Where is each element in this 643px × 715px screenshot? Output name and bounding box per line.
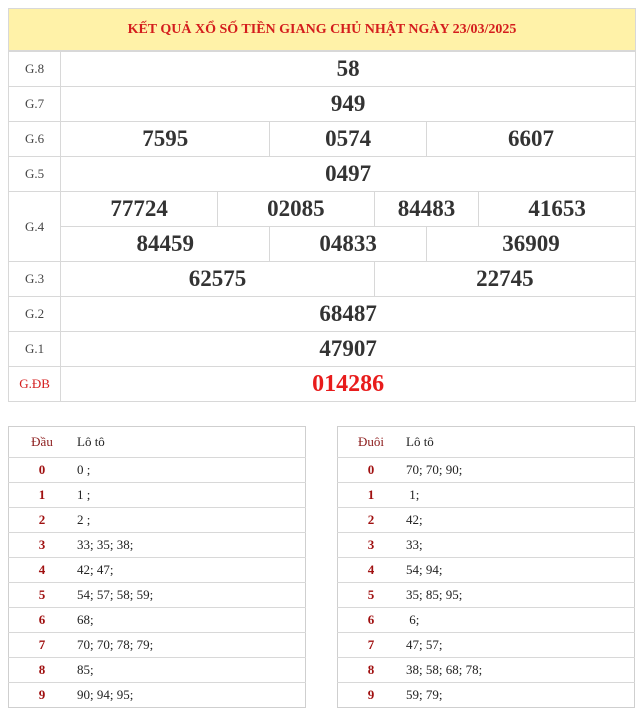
- prize-g3-value: 22745: [374, 262, 635, 297]
- duoi-key: 9: [367, 687, 375, 702]
- prize-g8-value: 58: [61, 52, 636, 87]
- loto-value: 47; 57;: [404, 633, 635, 658]
- loto-value: 70; 70; 90;: [404, 458, 635, 483]
- prize-g4-value: 77724: [61, 192, 218, 227]
- duoi-key: 0: [338, 458, 405, 483]
- dau-key: 7: [9, 633, 76, 658]
- dau-key: 8: [9, 658, 76, 683]
- table-row: [338, 633, 635, 658]
- loto-value: 85;: [75, 658, 306, 683]
- loto-value: 54; 57; 58; 59;: [75, 583, 306, 608]
- duoi-key: 5: [338, 583, 405, 608]
- duoi-key: 8: [338, 658, 405, 683]
- loto-value: 35; 85; 95;: [404, 583, 635, 608]
- table-row: [9, 683, 306, 708]
- prize-g4-value: 36909: [427, 227, 636, 262]
- duoi-key: 1: [338, 483, 405, 508]
- table-row: [338, 508, 635, 533]
- loto-value: 38; 58; 68; 78;: [404, 658, 635, 683]
- table-row: [338, 458, 635, 483]
- table-row: [9, 508, 306, 533]
- table-row: [338, 483, 635, 508]
- table-row: [338, 533, 635, 558]
- duoi-key: 2: [338, 508, 405, 533]
- prize-label-g8: G.8: [9, 52, 61, 87]
- dau-key: 3: [9, 533, 76, 558]
- table-row: [9, 608, 306, 633]
- loto-value: 33;: [404, 533, 635, 558]
- table-row: [9, 458, 306, 483]
- table-row: [9, 483, 306, 508]
- dau-header: Đầu: [9, 427, 76, 458]
- loto-value: 6;: [404, 608, 635, 633]
- dau-key: 0: [9, 458, 76, 483]
- table-row: [9, 558, 306, 583]
- loto-value: 42; 47;: [75, 558, 306, 583]
- loto-value: 70; 70; 78; 79;: [75, 633, 306, 658]
- prize-g4-value: 41653: [479, 192, 636, 227]
- prize-g5-value: 0497: [61, 157, 636, 192]
- loto-value: 90; 94; 95;: [77, 687, 134, 702]
- loto-value: 0 ;: [75, 458, 306, 483]
- table-row: [9, 533, 306, 558]
- duoi-key: 6: [338, 608, 405, 633]
- duoi-key: 3: [338, 533, 405, 558]
- prize-g4-value: 04833: [270, 227, 427, 262]
- prize-g6-value: 0574: [270, 122, 427, 157]
- loto-value: 59; 79;: [406, 687, 443, 702]
- loto-value: 54; 94;: [404, 558, 635, 583]
- table-row: [9, 633, 306, 658]
- prize-label-g6: G.6: [9, 122, 61, 157]
- table-row: [9, 583, 306, 608]
- prize-label-g1: G.1: [9, 332, 61, 367]
- dau-key: 1: [9, 483, 76, 508]
- table-row: [338, 558, 635, 583]
- prize-label-special: G.ĐB: [9, 367, 61, 402]
- table-row: [9, 658, 306, 683]
- prize-label-g7: G.7: [9, 87, 61, 122]
- dau-key: 2: [9, 508, 76, 533]
- prize-g6-value: 6607: [427, 122, 636, 157]
- prize-g1-value: 47907: [61, 332, 636, 367]
- prize-g2-value: 68487: [61, 297, 636, 332]
- duoi-loto-table: [337, 426, 635, 708]
- table-row: [338, 583, 635, 608]
- loto-value: 33; 35; 38;: [75, 533, 306, 558]
- dau-key: 9: [38, 687, 46, 702]
- dau-key: 6: [9, 608, 76, 633]
- loto-header: Lô tô: [404, 427, 635, 458]
- prize-label-g3: G.3: [9, 262, 61, 297]
- prize-label-g5: G.5: [9, 157, 61, 192]
- prize-g6-value: 7595: [61, 122, 270, 157]
- prize-g4-value: 02085: [218, 192, 375, 227]
- prize-label-g2: G.2: [9, 297, 61, 332]
- prize-g7-value: 949: [61, 87, 636, 122]
- duoi-key: 7: [338, 633, 405, 658]
- loto-value: 68;: [75, 608, 306, 633]
- results-title: KẾT QUẢ XỔ SỐ TIỀN GIANG CHỦ NHẬT NGÀY 23/03/2025: [9, 9, 636, 51]
- prize-g4-value: 84459: [61, 227, 270, 262]
- prize-g4-value: 84483: [374, 192, 479, 227]
- prize-g3-value: 62575: [61, 262, 375, 297]
- prize-special-value: 014286: [61, 367, 636, 402]
- loto-header: Lô tô: [75, 427, 306, 458]
- duoi-header: Đuôi: [338, 427, 405, 458]
- dau-key: 5: [9, 583, 76, 608]
- loto-value: 1;: [404, 483, 635, 508]
- table-row: [338, 683, 635, 708]
- dau-loto-table: [8, 426, 306, 708]
- dau-key: 4: [9, 558, 76, 583]
- loto-value: 42;: [404, 508, 635, 533]
- loto-value: 1 ;: [75, 483, 306, 508]
- loto-value: 2 ;: [75, 508, 306, 533]
- table-row: [338, 608, 635, 633]
- results-table: [8, 8, 636, 402]
- table-row: [338, 658, 635, 683]
- duoi-key: 4: [338, 558, 405, 583]
- prize-label-g4: G.4: [9, 192, 61, 262]
